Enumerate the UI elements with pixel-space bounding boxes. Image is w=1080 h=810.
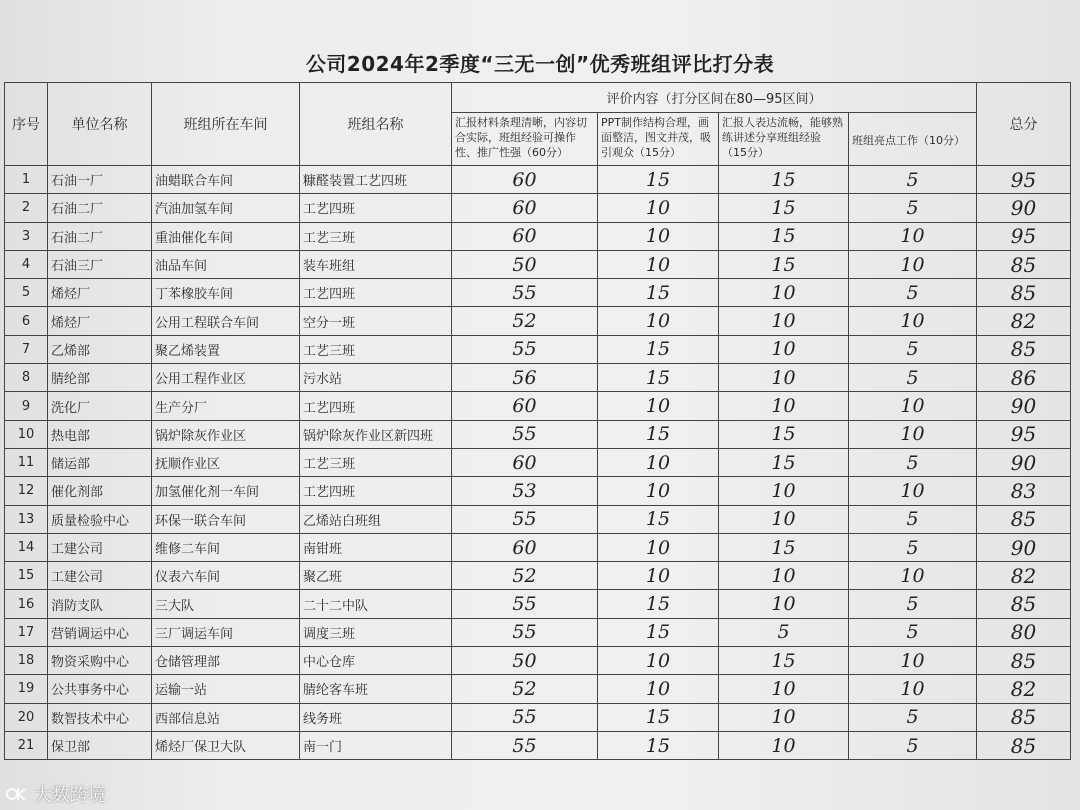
score-criterion-3: 10 — [719, 477, 849, 505]
score-total: 86 — [977, 364, 1071, 392]
table-row — [5, 222, 1071, 250]
row-workshop: 西部信息站 — [152, 703, 300, 731]
score-total: 80 — [977, 618, 1071, 646]
score-criterion-1: 55 — [452, 618, 598, 646]
row-team: 空分一班 — [300, 307, 452, 335]
row-unit: 物资采购中心 — [48, 647, 152, 675]
row-unit: 烯烃厂 — [48, 307, 152, 335]
score-criterion-4: 5 — [849, 590, 977, 618]
row-workshop: 烯烃厂保卫大队 — [152, 731, 300, 759]
row-unit: 石油二厂 — [48, 222, 152, 250]
header-criterion-3: 汇报人表达流畅，能够熟练讲述分享班组经验（15分） — [719, 113, 849, 166]
score-criterion-4: 5 — [849, 505, 977, 533]
score-total: 95 — [977, 222, 1071, 250]
table-row — [5, 562, 1071, 590]
row-workshop: 环保一联合车间 — [152, 505, 300, 533]
score-criterion-3: 15 — [719, 533, 849, 561]
row-team: 聚乙班 — [300, 562, 452, 590]
score-criterion-1: 60 — [452, 392, 598, 420]
row-unit: 乙烯部 — [48, 335, 152, 363]
row-workshop: 重油催化车间 — [152, 222, 300, 250]
watermark-text: 大数跨境 — [33, 785, 106, 806]
row-seq: 16 — [5, 590, 48, 618]
watermark — [6, 781, 106, 807]
row-unit: 腈纶部 — [48, 364, 152, 392]
row-workshop: 抚顺作业区 — [152, 448, 300, 476]
row-team: 工艺三班 — [300, 222, 452, 250]
score-total: 85 — [977, 647, 1071, 675]
row-seq: 21 — [5, 731, 48, 759]
score-criterion-4: 5 — [849, 533, 977, 561]
header-criterion-4: 班组亮点工作（10分） — [849, 113, 977, 166]
score-criterion-2: 10 — [598, 250, 719, 278]
table-row — [5, 307, 1071, 335]
score-criterion-3: 10 — [719, 562, 849, 590]
row-unit: 数智技术中心 — [48, 703, 152, 731]
header-eval: 评价内容（打分区间在80—95区间） — [452, 83, 977, 113]
score-criterion-3: 10 — [719, 335, 849, 363]
row-workshop: 聚乙烯装置 — [152, 335, 300, 363]
score-total: 82 — [977, 675, 1071, 703]
row-workshop: 锅炉除灰作业区 — [152, 420, 300, 448]
score-criterion-1: 55 — [452, 420, 598, 448]
row-workshop: 三厂调运车间 — [152, 618, 300, 646]
score-criterion-3: 10 — [719, 590, 849, 618]
score-total: 85 — [977, 250, 1071, 278]
row-unit: 消防支队 — [48, 590, 152, 618]
score-total: 83 — [977, 477, 1071, 505]
row-workshop: 运输一站 — [152, 675, 300, 703]
row-unit: 工建公司 — [48, 562, 152, 590]
score-criterion-1: 50 — [452, 647, 598, 675]
row-seq: 19 — [5, 675, 48, 703]
score-criterion-2: 15 — [598, 335, 719, 363]
row-unit: 烯烃厂 — [48, 279, 152, 307]
row-seq: 18 — [5, 647, 48, 675]
row-unit: 石油三厂 — [48, 250, 152, 278]
row-seq: 17 — [5, 618, 48, 646]
row-team: 污水站 — [300, 364, 452, 392]
score-criterion-1: 56 — [452, 364, 598, 392]
row-workshop: 公用工程联合车间 — [152, 307, 300, 335]
score-criterion-1: 60 — [452, 194, 598, 222]
row-workshop: 仪表六车间 — [152, 562, 300, 590]
score-criterion-2: 10 — [598, 647, 719, 675]
score-criterion-2: 15 — [598, 364, 719, 392]
row-seq: 11 — [5, 448, 48, 476]
row-team: 工艺三班 — [300, 448, 452, 476]
score-criterion-3: 10 — [719, 364, 849, 392]
row-team: 工艺三班 — [300, 335, 452, 363]
score-total: 85 — [977, 703, 1071, 731]
score-criterion-3: 10 — [719, 505, 849, 533]
score-criterion-1: 55 — [452, 703, 598, 731]
score-criterion-2: 10 — [598, 533, 719, 561]
row-seq: 13 — [5, 505, 48, 533]
score-criterion-1: 60 — [452, 222, 598, 250]
score-criterion-4: 5 — [849, 731, 977, 759]
score-criterion-1: 60 — [452, 533, 598, 561]
row-seq: 15 — [5, 562, 48, 590]
row-seq: 20 — [5, 703, 48, 731]
table-row — [5, 335, 1071, 363]
score-criterion-3: 15 — [719, 420, 849, 448]
row-seq: 14 — [5, 533, 48, 561]
score-criterion-4: 10 — [849, 647, 977, 675]
row-team: 南一门 — [300, 731, 452, 759]
score-criterion-2: 15 — [598, 618, 719, 646]
score-criterion-1: 55 — [452, 731, 598, 759]
score-criterion-1: 52 — [452, 307, 598, 335]
score-criterion-3: 5 — [719, 618, 849, 646]
score-criterion-2: 10 — [598, 222, 719, 250]
score-criterion-1: 52 — [452, 562, 598, 590]
row-unit: 催化剂部 — [48, 477, 152, 505]
row-workshop: 油品车间 — [152, 250, 300, 278]
score-criterion-2: 10 — [598, 562, 719, 590]
header-row — [5, 83, 1071, 113]
table-row — [5, 420, 1071, 448]
score-criterion-4: 10 — [849, 675, 977, 703]
table-row — [5, 647, 1071, 675]
row-workshop: 维修二车间 — [152, 533, 300, 561]
row-team: 线务班 — [300, 703, 452, 731]
score-criterion-2: 10 — [598, 194, 719, 222]
row-team: 糠醛装置工艺四班 — [300, 166, 452, 194]
table-body — [5, 166, 1071, 760]
row-seq: 1 — [5, 166, 48, 194]
score-total: 85 — [977, 505, 1071, 533]
score-criterion-2: 15 — [598, 166, 719, 194]
table-row — [5, 364, 1071, 392]
score-criterion-4: 10 — [849, 420, 977, 448]
row-workshop: 汽油加氢车间 — [152, 194, 300, 222]
row-unit: 石油一厂 — [48, 166, 152, 194]
score-criterion-2: 10 — [598, 392, 719, 420]
row-team: 工艺四班 — [300, 477, 452, 505]
row-seq: 9 — [5, 392, 48, 420]
table-row — [5, 618, 1071, 646]
header-criterion-1: 汇报材料条理清晰，内容切合实际，班组经验可操作性、推广性强（60分） — [452, 113, 598, 166]
table-row — [5, 731, 1071, 759]
table-row — [5, 448, 1071, 476]
score-criterion-3: 15 — [719, 194, 849, 222]
row-team: 工艺四班 — [300, 194, 452, 222]
score-criterion-4: 10 — [849, 250, 977, 278]
row-team: 腈纶客车班 — [300, 675, 452, 703]
row-unit: 质量检验中心 — [48, 505, 152, 533]
score-criterion-3: 15 — [719, 222, 849, 250]
row-unit: 热电部 — [48, 420, 152, 448]
score-criterion-2: 10 — [598, 675, 719, 703]
score-total: 90 — [977, 392, 1071, 420]
row-seq: 7 — [5, 335, 48, 363]
score-criterion-3: 10 — [719, 392, 849, 420]
score-criterion-1: 60 — [452, 166, 598, 194]
score-criterion-3: 10 — [719, 731, 849, 759]
score-criterion-4: 5 — [849, 335, 977, 363]
row-workshop: 生产分厂 — [152, 392, 300, 420]
row-workshop: 仓储管理部 — [152, 647, 300, 675]
header-seq: 序号 — [5, 83, 48, 166]
score-criterion-4: 5 — [849, 279, 977, 307]
score-criterion-3: 15 — [719, 166, 849, 194]
score-criterion-4: 5 — [849, 618, 977, 646]
score-total: 85 — [977, 731, 1071, 759]
row-unit: 营销调运中心 — [48, 618, 152, 646]
header-unit: 单位名称 — [48, 83, 152, 166]
score-criterion-4: 10 — [849, 477, 977, 505]
score-total: 95 — [977, 166, 1071, 194]
row-unit: 洗化厂 — [48, 392, 152, 420]
row-workshop: 加氢催化剂一车间 — [152, 477, 300, 505]
row-seq: 6 — [5, 307, 48, 335]
score-criterion-4: 10 — [849, 307, 977, 335]
score-table — [4, 82, 1071, 760]
table-row — [5, 533, 1071, 561]
row-unit: 储运部 — [48, 448, 152, 476]
row-workshop: 丁苯橡胶车间 — [152, 279, 300, 307]
score-criterion-4: 10 — [849, 222, 977, 250]
row-seq: 10 — [5, 420, 48, 448]
row-unit: 公共事务中心 — [48, 675, 152, 703]
row-seq: 5 — [5, 279, 48, 307]
table-row — [5, 675, 1071, 703]
row-unit: 保卫部 — [48, 731, 152, 759]
score-criterion-1: 55 — [452, 335, 598, 363]
score-criterion-2: 15 — [598, 590, 719, 618]
score-criterion-4: 10 — [849, 562, 977, 590]
table-row — [5, 703, 1071, 731]
row-team: 南钳班 — [300, 533, 452, 561]
row-team: 锅炉除灰作业区新四班 — [300, 420, 452, 448]
score-criterion-2: 10 — [598, 307, 719, 335]
header-team: 班组名称 — [300, 83, 452, 166]
score-criterion-3: 10 — [719, 703, 849, 731]
row-seq: 8 — [5, 364, 48, 392]
score-total: 82 — [977, 562, 1071, 590]
row-team: 装车班组 — [300, 250, 452, 278]
row-seq: 12 — [5, 477, 48, 505]
score-criterion-2: 15 — [598, 731, 719, 759]
table-row — [5, 194, 1071, 222]
row-team: 工艺四班 — [300, 279, 452, 307]
score-criterion-4: 5 — [849, 703, 977, 731]
table-row — [5, 477, 1071, 505]
score-criterion-3: 15 — [719, 250, 849, 278]
document-title: 公司2024年2季度“三无一创”优秀班组评比打分表 — [305, 52, 775, 76]
row-unit: 石油二厂 — [48, 194, 152, 222]
score-criterion-3: 10 — [719, 307, 849, 335]
score-total: 85 — [977, 279, 1071, 307]
row-unit: 工建公司 — [48, 533, 152, 561]
score-criterion-2: 10 — [598, 448, 719, 476]
table-row — [5, 250, 1071, 278]
table-row — [5, 279, 1071, 307]
score-criterion-2: 15 — [598, 703, 719, 731]
table-row — [5, 166, 1071, 194]
row-team: 工艺四班 — [300, 392, 452, 420]
row-workshop: 油蜡联合车间 — [152, 166, 300, 194]
score-criterion-1: 55 — [452, 590, 598, 618]
score-criterion-1: 60 — [452, 448, 598, 476]
watermark-logo-icon — [6, 785, 28, 803]
score-criterion-1: 55 — [452, 505, 598, 533]
score-criterion-3: 10 — [719, 675, 849, 703]
row-team: 二十二中队 — [300, 590, 452, 618]
score-total: 95 — [977, 420, 1071, 448]
row-seq: 4 — [5, 250, 48, 278]
score-criterion-3: 15 — [719, 647, 849, 675]
score-criterion-2: 15 — [598, 279, 719, 307]
score-total: 90 — [977, 194, 1071, 222]
score-criterion-4: 5 — [849, 166, 977, 194]
score-criterion-1: 53 — [452, 477, 598, 505]
score-criterion-4: 10 — [849, 392, 977, 420]
score-criterion-1: 52 — [452, 675, 598, 703]
score-criterion-1: 55 — [452, 279, 598, 307]
row-workshop: 三大队 — [152, 590, 300, 618]
header-total: 总分 — [977, 83, 1071, 166]
score-total: 85 — [977, 590, 1071, 618]
table-row — [5, 392, 1071, 420]
table-row — [5, 590, 1071, 618]
score-criterion-3: 15 — [719, 448, 849, 476]
row-workshop: 公用工程作业区 — [152, 364, 300, 392]
score-total: 90 — [977, 448, 1071, 476]
score-criterion-2: 15 — [598, 505, 719, 533]
header-criterion-2: PPT制作结构合理，画面整洁，图文并茂，吸引观众（15分） — [598, 113, 719, 166]
score-criterion-4: 5 — [849, 448, 977, 476]
row-seq: 2 — [5, 194, 48, 222]
score-criterion-4: 5 — [849, 194, 977, 222]
score-criterion-2: 15 — [598, 420, 719, 448]
score-criterion-1: 50 — [452, 250, 598, 278]
score-criterion-4: 5 — [849, 364, 977, 392]
row-team: 乙烯站白班组 — [300, 505, 452, 533]
score-total: 85 — [977, 335, 1071, 363]
score-criterion-2: 10 — [598, 477, 719, 505]
table-row — [5, 505, 1071, 533]
score-criterion-3: 10 — [719, 279, 849, 307]
row-team: 调度三班 — [300, 618, 452, 646]
header-workshop: 班组所在车间 — [152, 83, 300, 166]
row-seq: 3 — [5, 222, 48, 250]
score-total: 82 — [977, 307, 1071, 335]
row-team: 中心仓库 — [300, 647, 452, 675]
score-total: 90 — [977, 533, 1071, 561]
